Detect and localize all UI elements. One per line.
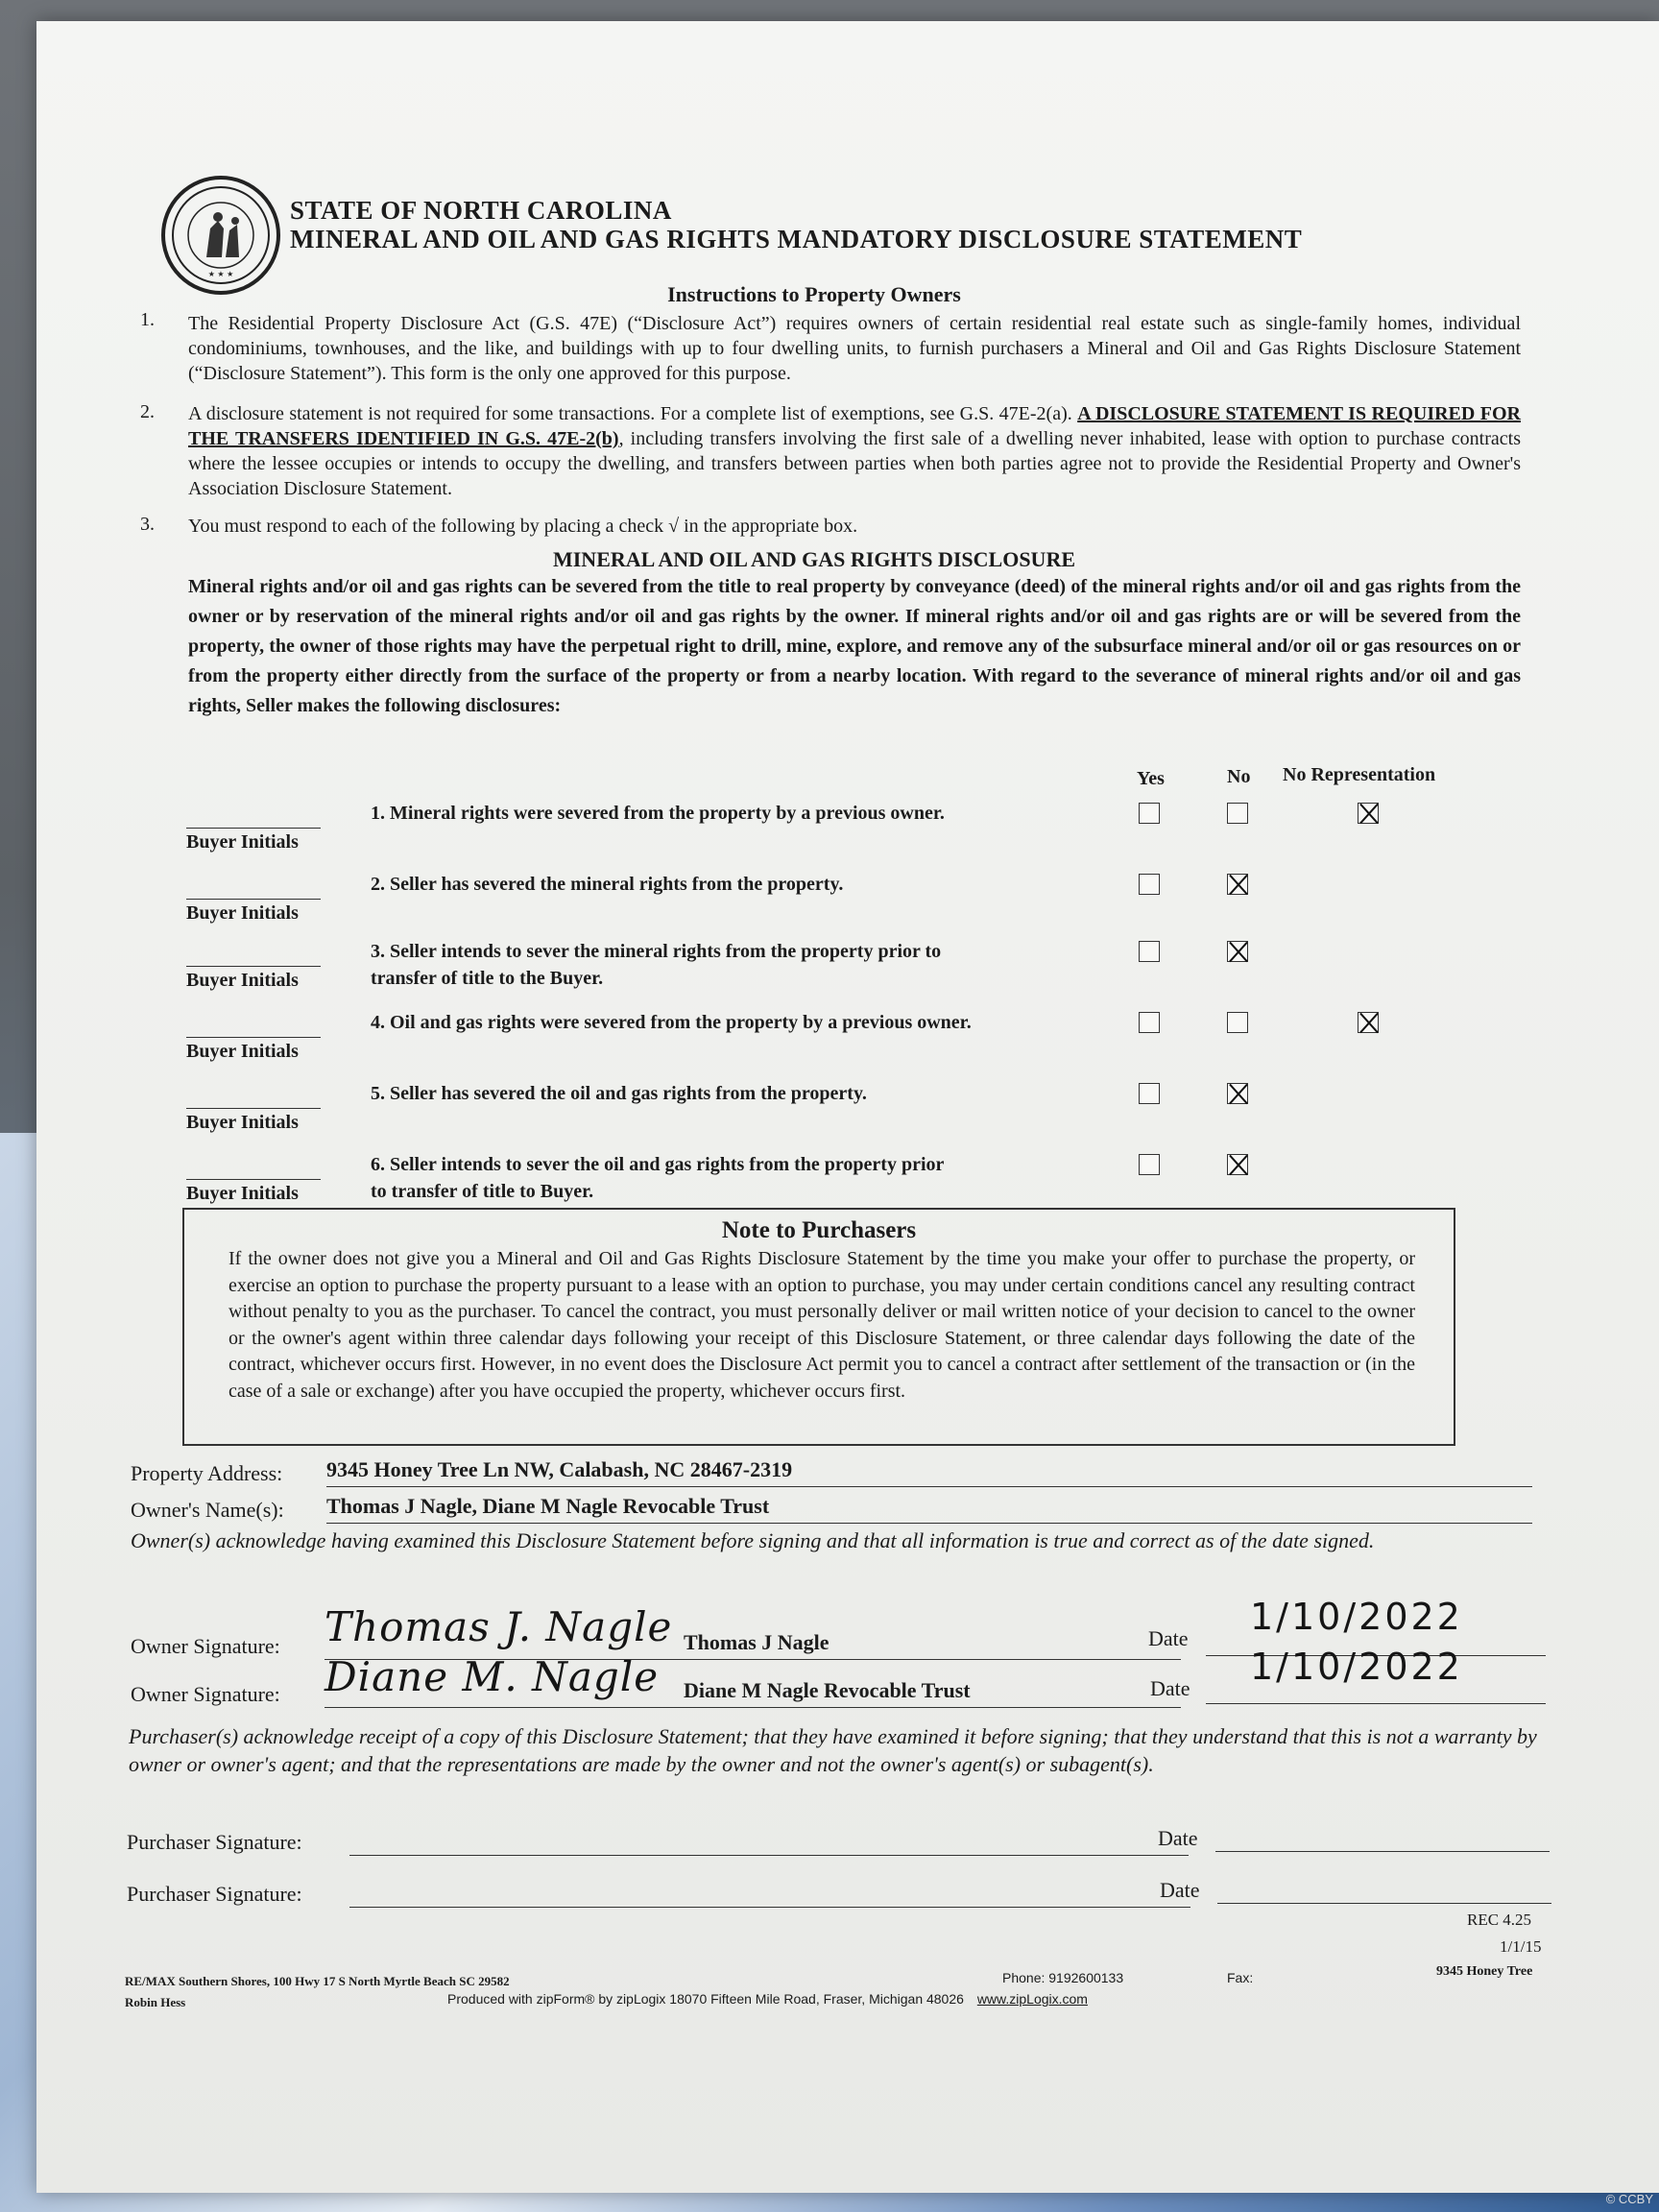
buyer-initials-label: Buyer Initials [186, 1183, 299, 1204]
checkbox-yes[interactable] [1139, 1012, 1160, 1033]
question-text: 1. Mineral rights were severed from the property by a previous owner. [371, 803, 945, 824]
question-text: 5. Seller has severed the oil and gas rights from the property. [371, 1083, 867, 1104]
owners-value[interactable]: Thomas J Nagle, Diane M Nagle Revocable Trust [326, 1494, 770, 1518]
checkbox-no[interactable] [1227, 1154, 1248, 1175]
form-date: 1/1/15 [1500, 1937, 1542, 1956]
owners-line [326, 1523, 1532, 1524]
checkbox-yes[interactable] [1139, 941, 1160, 962]
owner-signature-label: Owner Signature: [131, 1634, 280, 1658]
buyer-initials-label: Buyer Initials [186, 1112, 299, 1133]
owner-1-signature[interactable]: Thomas J. Nagle [325, 1603, 673, 1650]
owner-1-printed-name: Thomas J Nagle [684, 1630, 830, 1654]
owner-acknowledgement: Owner(s) acknowledge having examined this Disclosure Statement before signing and that all information is true and correct as of the date signed. [131, 1528, 1375, 1552]
buyer-initials-line[interactable] [186, 828, 321, 829]
owner-2-printed-name: Diane M Nagle Revocable Trust [684, 1678, 971, 1702]
instructions-heading: Instructions to Property Owners [667, 282, 961, 306]
purchaser-signature-label: Purchaser Signature: [127, 1830, 302, 1854]
checkbox-no[interactable] [1227, 1083, 1248, 1104]
file-name: 9345 Honey Tree [1436, 1964, 1533, 1979]
checkbox-yes[interactable] [1139, 1083, 1160, 1104]
purchaser-2-date-label: Date [1160, 1878, 1200, 1902]
purchaser-1-date-line[interactable] [1215, 1851, 1550, 1852]
buyer-initials-line[interactable] [186, 899, 321, 900]
owner-2-date-line [1206, 1703, 1546, 1704]
note-title: Note to Purchasers [721, 1217, 917, 1243]
purchaser-signature-label: Purchaser Signature: [127, 1882, 302, 1906]
license-badge: © CCBY [1605, 2192, 1653, 2206]
produced-by-text: Produced with zipForm® by zipLogix 18070 Fifteen Mile Road, Fraser, Michigan 48026 [447, 1991, 964, 2007]
column-yes: Yes [1137, 768, 1165, 789]
document-title-main: MINERAL AND OIL AND GAS RIGHTS MANDATORY DISCLOSURE STATEMENT [290, 225, 1303, 253]
instruction-2-part-a: A disclosure statement is not required for some transactions. For a complete list of exemptions, see G.S. 47E-2(a). [188, 403, 1078, 424]
instruction-number: 2. [140, 401, 155, 422]
column-no: No [1227, 766, 1251, 787]
purchaser-acknowledgement: Purchaser(s) acknowledge receipt of a copy of this Disclosure Statement; that they have examined it before signing; that they understand that this is not a warranty by owner or owner's agent; and that the representations are made by the owner and not the owner's agent(s) or subagent(s). [129, 1724, 1537, 1776]
form-code: REC 4.25 [1467, 1911, 1532, 1929]
checkbox-yes[interactable] [1139, 803, 1160, 824]
owner-1-date-label: Date [1148, 1626, 1189, 1650]
buyer-initials-line[interactable] [186, 1179, 321, 1180]
produced-by [447, 1991, 1088, 2007]
question-text: 4. Oil and gas rights were severed from the property by a previous owner. [371, 1012, 972, 1033]
instruction-2-text [188, 401, 1521, 501]
checkbox-no[interactable] [1227, 1012, 1248, 1033]
property-address-label: Property Address: [131, 1461, 283, 1485]
buyer-initials-line[interactable] [186, 966, 321, 967]
purchaser-1-signature-line[interactable] [349, 1855, 1189, 1856]
fax-number: Fax: [1227, 1970, 1254, 1985]
owner-2-signature-line [325, 1707, 1181, 1708]
buyer-initials-label: Buyer Initials [186, 831, 299, 853]
property-address-line [326, 1486, 1532, 1487]
agent-name: Robin Hess [125, 1995, 186, 2009]
question-text: 3. Seller intends to sever the mineral rights from the property prior to [371, 941, 942, 962]
buyer-initials-line[interactable] [186, 1037, 321, 1038]
property-address-value[interactable]: 9345 Honey Tree Ln NW, Calabash, NC 28467-2319 [326, 1457, 793, 1481]
checkbox-no-representation[interactable] [1358, 803, 1379, 824]
checkbox-yes[interactable] [1139, 874, 1160, 895]
checkbox-no[interactable] [1227, 941, 1248, 962]
note-body: If the owner does not give you a Mineral and Oil and Gas Rights Disclosure Statement by the time you make your offer to purchase the property, or exercise an option to purchase the property pursuant to a lease with an option to purchase, you may under certain conditions cancel any resulting contract without penalty to you as the purchaser. To cancel the contract, you must personally deliver or mail written notice of your decision to cancel to the owner or the owner's agent within three calendar days following your receipt of this Disclosure Statement, or three calendar days following the date of the contract, whichever occurs first. However, in no event does the Disclosure Act permit you to cancel a contract after settlement of the transaction or (in the case of a sale or exchange) after you have occupied the property, whichever occurs first. [228, 1248, 1415, 1402]
checkbox-no[interactable] [1227, 803, 1248, 824]
note-to-purchasers-box [182, 1208, 1455, 1446]
purchaser-2-date-line[interactable] [1217, 1903, 1551, 1904]
disclosure-intro: Mineral rights and/or oil and gas rights can be severed from the title to real property by conveyance (deed) of the mineral rights and/or oil and gas rights from the owner or by reservation of the mineral rights and/or oil and gas rights by the owner. If mineral rights and/or oil and gas rights are or will be severed from the property, the owner of those rights may have the perpetual right to drill, mine, explore, and remove any of the subsurface mineral and/or oil or gas resources on or from the property either directly from the surface of the property or from a nearby location. With regard to the severance of mineral rights and/or oil and gas rights, Seller makes the following disclosures: [188, 576, 1521, 716]
owner-signature-label: Owner Signature: [131, 1682, 280, 1706]
instruction-2-part-c: , including transfers involving the first sale of a dwelling never inhabited, lease with option to purchase contracts where the lessee occupies or intends to occupy the dwelling, and transfers between parties when both parties agree not to provide the Residential Property and Owner's Association Disclosure Statement. [188, 428, 1521, 499]
checkbox-no[interactable] [1227, 874, 1248, 895]
buyer-initials-label: Buyer Initials [186, 1041, 299, 1062]
instruction-number: 3. [140, 514, 155, 535]
owner-1-date[interactable]: 1/10/2022 [1250, 1596, 1463, 1638]
buyer-initials-label: Buyer Initials [186, 970, 299, 991]
question-text: 6. Seller intends to sever the oil and gas rights from the property prior [371, 1154, 945, 1175]
buyer-initials-label: Buyer Initials [186, 902, 299, 924]
instruction-3-text: You must respond to each of the following by placing a check √ in the appropriate box. [188, 516, 858, 537]
seal-emblem-icon [168, 182, 274, 288]
brokerage-info: RE/MAX Southern Shores, 100 Hwy 17 S North Myrtle Beach SC 29582 [125, 1974, 510, 1988]
svg-text:★ ★ ★: ★ ★ ★ [207, 270, 234, 278]
question-text-continued: to transfer of title to Buyer. [371, 1181, 594, 1202]
instruction-2-emphasis: A DISCLOSURE STATEMENT IS REQUIRED FOR THE TRANSFERS IDENTIFIED IN G.S. 47E-2(b) [188, 403, 1521, 449]
owner-2-date[interactable]: 1/10/2022 [1250, 1646, 1463, 1688]
checkbox-no-representation[interactable] [1358, 1012, 1379, 1033]
commission-seal [161, 176, 280, 295]
disclosure-heading: MINERAL AND OIL AND GAS RIGHTS DISCLOSURE [552, 547, 1076, 571]
column-no-representation: No Representation [1283, 764, 1436, 785]
document-title-state: STATE OF NORTH CAROLINA [290, 196, 672, 225]
owners-label: Owner's Name(s): [131, 1498, 284, 1522]
checkbox-yes[interactable] [1139, 1154, 1160, 1175]
phone-number: Phone: 9192600133 [1002, 1970, 1124, 1985]
owner-2-signature[interactable]: Diane M. Nagle [325, 1653, 660, 1700]
instruction-1-text: The Residential Property Disclosure Act (G.S. 47E) (“Disclosure Act”) requires owners of certain residential real estate such as single-family homes, individual condominiums, townhouses, and the like, and buildings with up to four dwelling units, to furnish purchasers a Mineral and Oil and Gas Rights Disclosure Statement (“Disclosure Statement”). This form is the only one approved for this purpose. [188, 313, 1521, 384]
purchaser-2-signature-line[interactable] [349, 1907, 1190, 1908]
disclosure-document [36, 21, 1659, 2193]
owner-2-date-label: Date [1150, 1676, 1190, 1700]
question-text-continued: transfer of title to the Buyer. [371, 968, 604, 989]
ziplogix-link[interactable]: www.zipLogix.com [976, 1991, 1088, 2007]
purchaser-1-date-label: Date [1158, 1826, 1198, 1850]
question-text: 2. Seller has severed the mineral rights from the property. [371, 874, 844, 895]
instruction-number: 1. [140, 309, 155, 330]
buyer-initials-line[interactable] [186, 1108, 321, 1109]
